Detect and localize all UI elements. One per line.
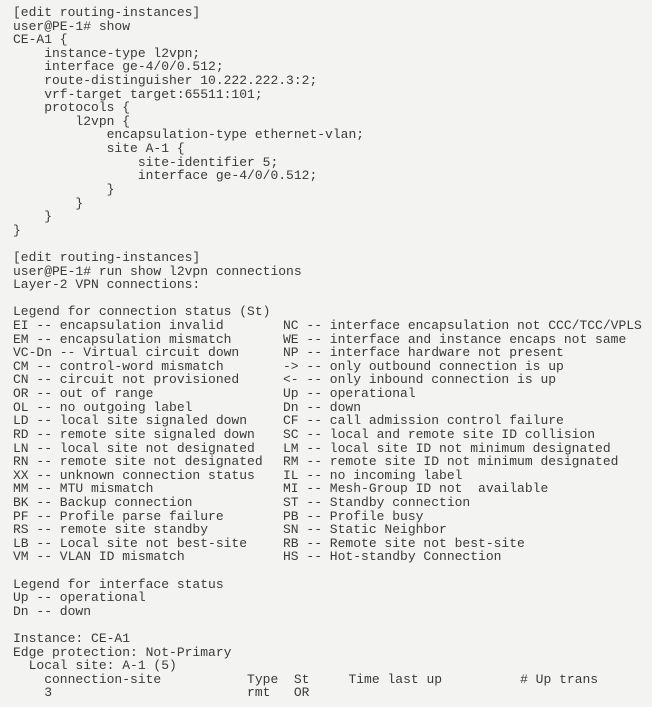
legend-entry-right: MI -- Mesh-Group ID not available — [283, 481, 549, 497]
legend-entry-left: PF -- Profile parse failure — [13, 508, 224, 524]
instance-line: Edge protection: Not-Primary — [13, 644, 232, 660]
blank-line — [13, 237, 598, 251]
config-line: site A-1 { — [13, 141, 185, 157]
legend-row — [13, 346, 598, 360]
legend-entry-right: RB -- Remote site not best-site — [283, 535, 525, 551]
legend-row: Dn -- down — [13, 603, 92, 619]
instance-line: Local site: A-1 (5) — [13, 658, 177, 674]
legend-entry-left: OL -- no outgoing label — [13, 399, 193, 415]
legend-entry-right: -> -- only outbound connection is up — [283, 358, 564, 374]
blank-line — [13, 618, 598, 632]
legend-row — [13, 440, 611, 456]
legend-entry-left: OR -- out of range — [13, 386, 154, 402]
legend-row — [13, 550, 598, 564]
legend-row — [13, 401, 598, 415]
legend-entry-left: LN -- local site not designated — [13, 440, 255, 456]
legend-row — [13, 482, 598, 496]
legend-row — [13, 537, 598, 551]
legend-entry-right: <- -- only inbound connection is up — [283, 372, 557, 388]
legend-row — [13, 414, 598, 428]
legend-entry-left: VM -- VLAN ID mismatch — [13, 549, 185, 565]
legend-entry-left: BK -- Backup connection — [13, 494, 193, 510]
legend-entry-right: LM -- local site ID not minimum designated — [283, 440, 611, 456]
config-line: } — [13, 195, 84, 211]
legend-entry-right: SC -- local and remote site ID collision — [283, 426, 596, 442]
legend-entry-left: RS -- remote site standby — [13, 522, 209, 538]
legend-entry-left: CN -- circuit not provisioned — [13, 372, 240, 388]
output-header: Layer-2 VPN connections: — [13, 277, 201, 293]
legend-entry-left: EI -- encapsulation invalid — [13, 318, 224, 334]
config-line: vrf-target target:65511:101; — [13, 86, 263, 102]
legend-row — [13, 331, 627, 347]
config-line: interface ge-4/0/0.512; — [13, 59, 224, 75]
legend-row — [13, 454, 619, 470]
legend-row — [13, 318, 642, 334]
config-line: } — [13, 181, 115, 197]
legend-entry-right: NC -- interface encapsulation not CCC/TCC/VPLS — [283, 318, 642, 334]
legend-entry-right: IL -- no incoming label — [283, 467, 463, 483]
legend-entry-left: MM -- MTU mismatch — [13, 481, 154, 497]
legend-entry-right: HS -- Hot-standby Connection — [283, 549, 502, 565]
legend-entry-right: PB -- Profile busy — [283, 508, 424, 524]
legend-entry-right: CF -- call admission control failure — [283, 413, 564, 429]
config-line: } — [13, 209, 53, 225]
config-line: protocols { — [13, 100, 131, 116]
legend-entry-right: Dn -- down — [283, 399, 362, 415]
config-line: } — [13, 222, 21, 238]
legend-entry-right: RM -- remote site ID not minimum designated — [283, 454, 619, 470]
legend-row — [13, 496, 598, 510]
legend-row — [13, 510, 598, 524]
legend-title: Legend for interface status — [13, 576, 224, 592]
legend-entry-right: ST -- Standby connection — [283, 494, 471, 510]
config-line: encapsulation-type ethernet-vlan; — [13, 127, 365, 143]
legend-entry-left: CM -- control-word mismatch — [13, 358, 224, 374]
legend-row — [13, 469, 598, 483]
legend-row — [13, 373, 598, 387]
legend-entry-right: WE -- interface and instance encaps not same — [283, 331, 627, 347]
legend-entry-left: RN -- remote site not designated — [13, 454, 263, 470]
legend-entry-left: XX -- unknown connection status — [13, 467, 255, 483]
command-prompt: user@PE-1# show — [13, 18, 131, 34]
config-line: route-distinguisher 10.222.222.3:2; — [13, 73, 318, 89]
config-line: site-identifier 5; — [13, 154, 279, 170]
legend-entry-left: VC-Dn -- Virtual circuit down — [13, 345, 240, 361]
legend-entry-left: LD -- local site signaled down — [13, 413, 248, 429]
legend-row — [13, 387, 598, 401]
terminal-output — [13, 5, 642, 701]
legend-row — [13, 428, 598, 442]
edit-context: [edit routing-instances] — [13, 5, 201, 20]
instance-line: Instance: CE-A1 — [13, 631, 131, 647]
legend-entry-left: RD -- remote site signaled down — [13, 426, 255, 442]
legend-entry-left: EM -- encapsulation mismatch — [13, 331, 232, 347]
blank-line — [13, 564, 598, 578]
config-line: instance-type l2vpn; — [13, 45, 201, 61]
legend-entry-right: SN -- Static Neighbor — [283, 522, 447, 538]
legend-title: Legend for connection status (St) — [13, 304, 271, 320]
legend-entry-left: LB -- Local site not best-site — [13, 535, 248, 551]
blank-line — [13, 292, 598, 306]
config-line: l2vpn { — [13, 113, 131, 129]
command-prompt: user@PE-1# run show l2vpn connections — [13, 263, 302, 279]
legend-row — [13, 523, 598, 537]
legend-entry-right: Up -- operational — [283, 386, 416, 402]
legend-entry-right: NP -- interface hardware not present — [283, 345, 564, 361]
edit-context: [edit routing-instances] — [13, 249, 201, 265]
config-line: CE-A1 { — [13, 32, 68, 48]
instance-line: connection-site Type St Time last up # Up trans — [13, 671, 599, 687]
config-line: interface ge-4/0/0.512; — [13, 168, 318, 184]
legend-row: Up -- operational — [13, 590, 146, 606]
legend-row — [13, 360, 598, 374]
instance-line: 3 rmt OR — [13, 685, 310, 701]
